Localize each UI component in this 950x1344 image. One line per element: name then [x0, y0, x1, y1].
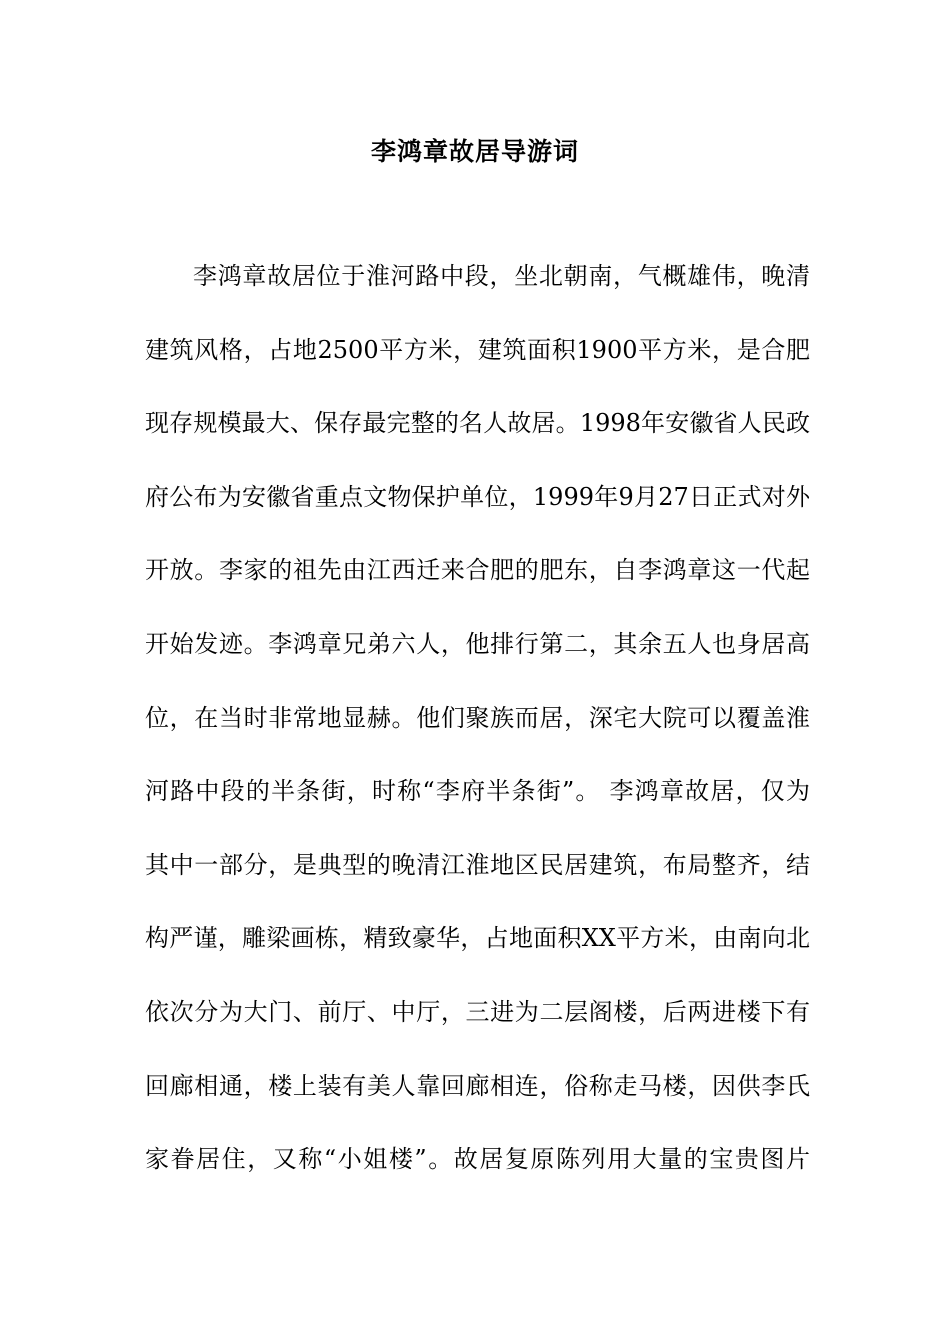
body-line: 河路中段的半条街，时称“李府半条街”。 李鸿章故居，仅为	[145, 777, 810, 806]
document-body	[145, 258, 810, 1215]
body-line: 开始发迹。李鸿章兄弟六人，他排行第二，其余五人也身居高	[145, 629, 810, 658]
body-line: 府公布为安徽省重点文物保护单位，1999年9月27日正式对外	[145, 482, 810, 511]
body-line: 建筑风格，占地2500平方米，建筑面积1900平方米，是合肥	[145, 335, 810, 364]
body-line: 现存规模最大、保存最完整的名人故居。1998年安徽省人民政	[145, 409, 810, 438]
document-title: 李鸿章故居导游词	[370, 137, 579, 166]
body-line: 李鸿章故居位于淮河路中段，坐北朝南，气概雄伟，晚清	[193, 262, 810, 290]
body-line: 位，在当时非常地显赫。他们聚族而居，深宅大院可以覆盖淮	[145, 703, 810, 732]
body-line: 家眷居住，又称“小姐楼”。故居复原陈列用大量的宝贵图片	[145, 1145, 810, 1174]
body-line: 开放。李家的祖先由江西迁来合肥的肥东，自李鸿章这一代起	[145, 556, 810, 585]
body-line: 其中一部分，是典型的晚清江淮地区民居建筑，布局整齐，结	[145, 850, 810, 879]
body-line: 依次分为大门、前厅、中厅，三进为二层阁楼，后两进楼下有	[145, 997, 810, 1026]
body-line: 构严谨，雕梁画栋，精致豪华，占地面积XX平方米，由南向北	[145, 924, 810, 953]
body-line: 回廊相通，楼上装有美人靠回廊相连，俗称走马楼，因供李氏	[145, 1071, 810, 1100]
